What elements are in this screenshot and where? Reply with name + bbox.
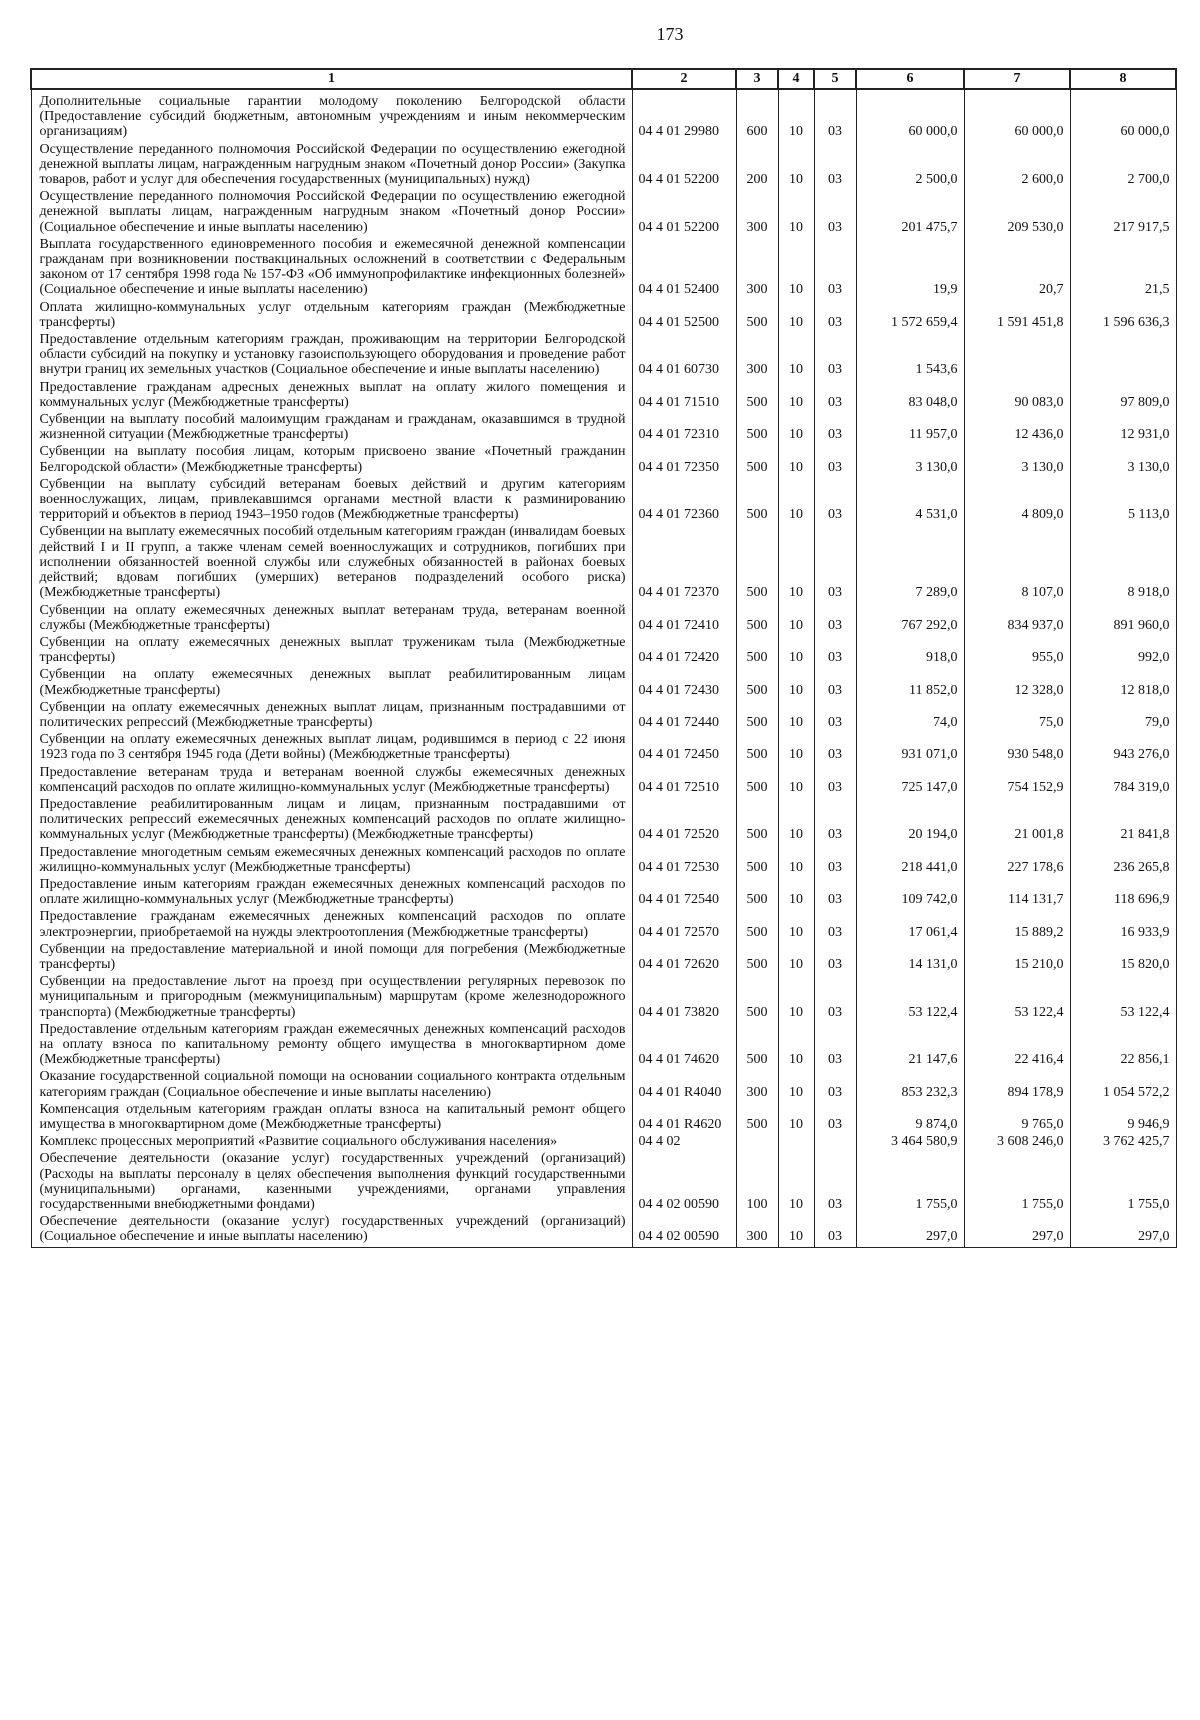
subsection-code: 03 (814, 1069, 856, 1101)
section-code: 10 (778, 974, 814, 1022)
table-row (31, 1022, 1176, 1070)
amount-col-8: 992,0 (1070, 635, 1176, 667)
expense-type-code: 500 (736, 909, 778, 941)
amount-col-6: 918,0 (856, 635, 964, 667)
expense-type-code: 500 (736, 1102, 778, 1134)
amount-col-7: 60 000,0 (964, 89, 1070, 142)
section-code: 10 (778, 412, 814, 444)
table-row (31, 877, 1176, 909)
expense-type-code: 500 (736, 603, 778, 635)
budget-code: 04 4 01 52500 (632, 300, 736, 332)
amount-col-6: 931 071,0 (856, 732, 964, 764)
amount-col-8: 5 113,0 (1070, 477, 1176, 525)
amount-col-7: 1 591 451,8 (964, 300, 1070, 332)
amount-col-8: 16 933,9 (1070, 909, 1176, 941)
table-row (31, 444, 1176, 476)
page-number: 173 (656, 24, 684, 44)
subsection-code: 03 (814, 380, 856, 412)
subsection-code: 03 (814, 89, 856, 142)
section-code: 10 (778, 444, 814, 476)
row-description: Предоставление иным категориям граждан ежемесячных денежных компенсаций расходов по оплате жилищно-коммунальных услуг (Межбюджетные трансферты) (31, 877, 632, 909)
row-description: Обеспечение деятельности (оказание услуг) государственных учреждений (организаций) (Социальное обеспечение и иные выплаты населению) (31, 1214, 632, 1247)
section-code: 10 (778, 300, 814, 332)
row-description: Субвенции на оплату ежемесячных денежных выплат ветеранам труда, ветеранам военной службы (Межбюджетные трансферты) (31, 603, 632, 635)
budget-code: 04 4 01 72430 (632, 667, 736, 699)
section-code: 10 (778, 909, 814, 941)
amount-col-8: 1 755,0 (1070, 1151, 1176, 1214)
row-description: Субвенции на оплату ежемесячных денежных выплат лицам, родившимся в период с 22 июня 1923 года по 3 сентября 1945 года (Дети войны) (Межбюджетные трансферты) (31, 732, 632, 764)
subsection-code: 03 (814, 765, 856, 797)
expense-type-code: 100 (736, 1151, 778, 1214)
amount-col-6: 7 289,0 (856, 524, 964, 602)
amount-col-8: 21,5 (1070, 237, 1176, 300)
budget-code: 04 4 01 72420 (632, 635, 736, 667)
budget-code: 04 4 01 72540 (632, 877, 736, 909)
expense-type-code: 500 (736, 667, 778, 699)
amount-col-6: 109 742,0 (856, 877, 964, 909)
budget-code: 04 4 01 52200 (632, 142, 736, 190)
budget-code: 04 4 01 R4040 (632, 1069, 736, 1101)
section-code: 10 (778, 237, 814, 300)
amount-col-8: 1 054 572,2 (1070, 1069, 1176, 1101)
amount-col-7: 297,0 (964, 1214, 1070, 1247)
table-row (31, 332, 1176, 380)
amount-col-6: 853 232,3 (856, 1069, 964, 1101)
subsection-code: 03 (814, 700, 856, 732)
amount-col-7: 20,7 (964, 237, 1070, 300)
budget-code: 04 4 02 00590 (632, 1151, 736, 1214)
subsection-code: 03 (814, 732, 856, 764)
amount-col-8: 79,0 (1070, 700, 1176, 732)
amount-col-7: 8 107,0 (964, 524, 1070, 602)
amount-col-7: 894 178,9 (964, 1069, 1070, 1101)
expense-type-code: 500 (736, 635, 778, 667)
section-code: 10 (778, 380, 814, 412)
expense-type-code: 500 (736, 974, 778, 1022)
amount-col-7: 834 937,0 (964, 603, 1070, 635)
amount-col-8: 297,0 (1070, 1214, 1176, 1247)
row-description: Осуществление переданного полномочия Российской Федерации по осуществлению ежегодной денежной выплаты лицам, награжденным нагрудным знаком «Почетный донор России» (Социальное обеспечение и иные выплаты населению) (31, 189, 632, 237)
budget-code: 04 4 01 52400 (632, 237, 736, 300)
table-row (31, 667, 1176, 699)
column-header: 7 (964, 69, 1070, 89)
expense-type-code: 300 (736, 237, 778, 300)
budget-code: 04 4 01 60730 (632, 332, 736, 380)
subsection-code: 03 (814, 189, 856, 237)
section-code: 10 (778, 845, 814, 877)
amount-col-6: 201 475,7 (856, 189, 964, 237)
row-description: Субвенции на выплату ежемесячных пособий отдельным категориям граждан (инвалидам боевых действий I и II групп, а также членам семей военнослужащих и сотрудников, погибших при исполнении обязанностей военной службы или служебных обязанностей в районах боевых действий; вдовам погибших (умерших) ветеранов подразделений особого риска) (Межбюджетные трансферты) (31, 524, 632, 602)
amount-col-6: 3 130,0 (856, 444, 964, 476)
table-row (31, 477, 1176, 525)
column-header: 6 (856, 69, 964, 89)
budget-code: 04 4 01 72620 (632, 942, 736, 974)
expense-type-code: 500 (736, 1022, 778, 1070)
amount-col-7: 227 178,6 (964, 845, 1070, 877)
budget-table (30, 68, 1177, 1248)
subsection-code: 03 (814, 237, 856, 300)
amount-col-8: 15 820,0 (1070, 942, 1176, 974)
row-description: Комплекс процессных мероприятий «Развитие социального обслуживания населения» (31, 1134, 632, 1151)
table-body (31, 89, 1176, 1247)
amount-col-6: 2 500,0 (856, 142, 964, 190)
column-header: 2 (632, 69, 736, 89)
amount-col-6: 767 292,0 (856, 603, 964, 635)
subsection-code: 03 (814, 942, 856, 974)
expense-type-code: 300 (736, 332, 778, 380)
amount-col-7: 53 122,4 (964, 974, 1070, 1022)
budget-code: 04 4 01 29980 (632, 89, 736, 142)
amount-col-7: 12 328,0 (964, 667, 1070, 699)
amount-col-8: 784 319,0 (1070, 765, 1176, 797)
table-row (31, 603, 1176, 635)
amount-col-7: 21 001,8 (964, 797, 1070, 845)
table-row (31, 89, 1176, 142)
amount-col-8: 3 762 425,7 (1070, 1134, 1176, 1151)
amount-col-7: 209 530,0 (964, 189, 1070, 237)
amount-col-8: 9 946,9 (1070, 1102, 1176, 1134)
section-code: 10 (778, 797, 814, 845)
amount-col-7: 955,0 (964, 635, 1070, 667)
amount-col-7: 75,0 (964, 700, 1070, 732)
row-description: Обеспечение деятельности (оказание услуг) государственных учреждений (организаций) (Расходы на выплаты персоналу в целях обеспечения выполнения функций государственными (муниципальными) органами, казенными учреждениями, органами управления государственными внебюджетными фондами) (31, 1151, 632, 1214)
expense-type-code (736, 1134, 778, 1151)
row-description: Предоставление отдельным категориям граждан ежемесячных денежных компенсаций расходов на оплату взноса по капитальному ремонту общего имущества в многоквартирном доме (Межбюджетные трансферты) (31, 1022, 632, 1070)
amount-col-7: 15 210,0 (964, 942, 1070, 974)
row-description: Предоставление отдельным категориям граждан, проживающим на территории Белгородской области субсидий на покупку и установку газоиспользующего оборудования и проведение работ внутри границ их земельных участков (Социальное обеспечение и иные выплаты населению) (31, 332, 632, 380)
row-description: Субвенции на выплату пособий малоимущим гражданам и гражданам, оказавшимся в трудной жизненной ситуации (Межбюджетные трансферты) (31, 412, 632, 444)
table-row (31, 765, 1176, 797)
budget-code: 04 4 02 (632, 1134, 736, 1151)
amount-col-6: 11 852,0 (856, 667, 964, 699)
amount-col-6: 1 543,6 (856, 332, 964, 380)
column-header: 4 (778, 69, 814, 89)
budget-code: 04 4 01 72520 (632, 797, 736, 845)
budget-code: 04 4 01 72510 (632, 765, 736, 797)
table-row (31, 1102, 1176, 1134)
amount-col-8: 236 265,8 (1070, 845, 1176, 877)
table-header-row (31, 69, 1176, 89)
amount-col-6: 1 572 659,4 (856, 300, 964, 332)
amount-col-8 (1070, 332, 1176, 380)
amount-col-6: 4 531,0 (856, 477, 964, 525)
section-code: 10 (778, 332, 814, 380)
section-code: 10 (778, 89, 814, 142)
subsection-code: 03 (814, 1214, 856, 1247)
subsection-code: 03 (814, 477, 856, 525)
amount-col-8: 21 841,8 (1070, 797, 1176, 845)
amount-col-6: 9 874,0 (856, 1102, 964, 1134)
expense-type-code: 500 (736, 380, 778, 412)
table-row (31, 909, 1176, 941)
amount-col-8: 1 596 636,3 (1070, 300, 1176, 332)
expense-type-code: 300 (736, 1069, 778, 1101)
subsection-code: 03 (814, 877, 856, 909)
row-description: Предоставление гражданам адресных денежных выплат на оплату жилого помещения и коммунальных услуг (Межбюджетные трансферты) (31, 380, 632, 412)
amount-col-7: 9 765,0 (964, 1102, 1070, 1134)
expense-type-code: 500 (736, 732, 778, 764)
table-row (31, 300, 1176, 332)
section-code: 10 (778, 942, 814, 974)
amount-col-7: 12 436,0 (964, 412, 1070, 444)
subsection-code: 03 (814, 667, 856, 699)
section-code: 10 (778, 1069, 814, 1101)
subsection-code: 03 (814, 1102, 856, 1134)
column-header: 1 (31, 69, 632, 89)
budget-code: 04 4 01 52200 (632, 189, 736, 237)
row-description: Предоставление реабилитированным лицам и лицам, признанным пострадавшими от политических репрессий ежемесячных денежных компенсаций расходов по оплате жилищно-коммунальных услуг (Межбюджетные трансферты) (Межбюджетные трансферты) (31, 797, 632, 845)
amount-col-7: 4 809,0 (964, 477, 1070, 525)
amount-col-7: 2 600,0 (964, 142, 1070, 190)
table-row (31, 1069, 1176, 1101)
amount-col-6: 74,0 (856, 700, 964, 732)
subsection-code: 03 (814, 332, 856, 380)
amount-col-8: 217 917,5 (1070, 189, 1176, 237)
amount-col-6: 3 464 580,9 (856, 1134, 964, 1151)
expense-type-code: 300 (736, 1214, 778, 1247)
expense-type-code: 500 (736, 477, 778, 525)
amount-col-8: 2 700,0 (1070, 142, 1176, 190)
amount-col-8: 891 960,0 (1070, 603, 1176, 635)
amount-col-7: 22 416,4 (964, 1022, 1070, 1070)
amount-col-7: 114 131,7 (964, 877, 1070, 909)
budget-code: 04 4 01 73820 (632, 974, 736, 1022)
budget-code: 04 4 01 72350 (632, 444, 736, 476)
budget-code: 04 4 01 R4620 (632, 1102, 736, 1134)
table-row (31, 1214, 1176, 1247)
subsection-code: 03 (814, 412, 856, 444)
row-description: Предоставление многодетным семьям ежемесячных денежных компенсаций расходов по оплате жилищно-коммунальных услуг (Межбюджетные трансферты) (31, 845, 632, 877)
section-code (778, 1134, 814, 1151)
row-description: Компенсация отдельным категориям граждан оплаты взноса на капитальный ремонт общего имущества в многоквартирном доме (Межбюджетные трансферты) (31, 1102, 632, 1134)
expense-type-code: 500 (736, 877, 778, 909)
amount-col-8: 118 696,9 (1070, 877, 1176, 909)
subsection-code: 03 (814, 797, 856, 845)
amount-col-6: 297,0 (856, 1214, 964, 1247)
table-row (31, 524, 1176, 602)
subsection-code: 03 (814, 635, 856, 667)
expense-type-code: 500 (736, 765, 778, 797)
row-description: Оказание государственной социальной помощи на основании социального контракта отдельным категориям граждан (Социальное обеспечение и иные выплаты населению) (31, 1069, 632, 1101)
amount-col-8: 12 931,0 (1070, 412, 1176, 444)
subsection-code: 03 (814, 142, 856, 190)
expense-type-code: 300 (736, 189, 778, 237)
section-code: 10 (778, 700, 814, 732)
section-code: 10 (778, 667, 814, 699)
budget-code: 04 4 01 72450 (632, 732, 736, 764)
row-description: Осуществление переданного полномочия Российской Федерации по осуществлению ежегодной денежной выплаты лицам, награжденным нагрудным знаком «Почетный донор России» (Закупка товаров, работ и услуг для обеспечения государственных (муниципальных) нужд) (31, 142, 632, 190)
subsection-code: 03 (814, 845, 856, 877)
expense-type-code: 500 (736, 524, 778, 602)
row-description: Дополнительные социальные гарантии молодому поколению Белгородской области (Предоставление субсидий бюджетным, автономным учреждениям и иным некоммерческим организациям) (31, 89, 632, 142)
amount-col-8: 60 000,0 (1070, 89, 1176, 142)
subsection-code: 03 (814, 909, 856, 941)
budget-code: 04 4 01 72360 (632, 477, 736, 525)
column-header: 3 (736, 69, 778, 89)
amount-col-7: 930 548,0 (964, 732, 1070, 764)
row-description: Субвенции на оплату ежемесячных денежных выплат реабилитированным лицам (Межбюджетные трансферты) (31, 667, 632, 699)
amount-col-7 (964, 332, 1070, 380)
section-code: 10 (778, 603, 814, 635)
table-row (31, 942, 1176, 974)
amount-col-7: 3 608 246,0 (964, 1134, 1070, 1151)
amount-col-8: 97 809,0 (1070, 380, 1176, 412)
expense-type-code: 200 (736, 142, 778, 190)
amount-col-7: 1 755,0 (964, 1151, 1070, 1214)
amount-col-8: 8 918,0 (1070, 524, 1176, 602)
expense-type-code: 500 (736, 700, 778, 732)
expense-type-code: 500 (736, 444, 778, 476)
expense-type-code: 500 (736, 845, 778, 877)
section-code: 10 (778, 189, 814, 237)
amount-col-6: 725 147,0 (856, 765, 964, 797)
table-row (31, 845, 1176, 877)
section-code: 10 (778, 1214, 814, 1247)
amount-col-6: 60 000,0 (856, 89, 964, 142)
row-description: Субвенции на предоставление материальной и иной помощи для погребения (Межбюджетные трансферты) (31, 942, 632, 974)
subsection-code: 03 (814, 300, 856, 332)
table-row (31, 974, 1176, 1022)
expense-type-code: 500 (736, 412, 778, 444)
table-row (31, 732, 1176, 764)
expense-type-code: 600 (736, 89, 778, 142)
row-description: Субвенции на оплату ежемесячных денежных выплат труженикам тыла (Межбюджетные трансферты) (31, 635, 632, 667)
budget-code: 04 4 01 72570 (632, 909, 736, 941)
subsection-code: 03 (814, 524, 856, 602)
amount-col-6: 19,9 (856, 237, 964, 300)
expense-type-code: 500 (736, 797, 778, 845)
column-header: 5 (814, 69, 856, 89)
expense-type-code: 500 (736, 942, 778, 974)
amount-col-8: 12 818,0 (1070, 667, 1176, 699)
amount-col-6: 1 755,0 (856, 1151, 964, 1214)
amount-col-8: 53 122,4 (1070, 974, 1176, 1022)
amount-col-6: 14 131,0 (856, 942, 964, 974)
section-code: 10 (778, 765, 814, 797)
budget-code: 04 4 02 00590 (632, 1214, 736, 1247)
table-row (31, 700, 1176, 732)
table-row (31, 237, 1176, 300)
section-code: 10 (778, 1022, 814, 1070)
amount-col-6: 17 061,4 (856, 909, 964, 941)
amount-col-7: 90 083,0 (964, 380, 1070, 412)
section-code: 10 (778, 1102, 814, 1134)
budget-code: 04 4 01 72370 (632, 524, 736, 602)
expense-type-code: 500 (736, 300, 778, 332)
table-row (31, 189, 1176, 237)
row-description: Предоставление ветеранам труда и ветеранам военной службы ежемесячных денежных компенсаций расходов по оплате жилищно-коммунальных услуг (Межбюджетные трансферты) (31, 765, 632, 797)
amount-col-6: 218 441,0 (856, 845, 964, 877)
amount-col-6: 53 122,4 (856, 974, 964, 1022)
row-description: Субвенции на предоставление льгот на проезд при осуществлении регулярных перевозок по муниципальным и пригородным (межмуниципальным) маршрутам (кроме железнодорожного транспорта) (Межбюджетные трансферты) (31, 974, 632, 1022)
amount-col-6: 20 194,0 (856, 797, 964, 845)
amount-col-8: 3 130,0 (1070, 444, 1176, 476)
table-row (31, 1134, 1176, 1151)
amount-col-8: 22 856,1 (1070, 1022, 1176, 1070)
section-code: 10 (778, 732, 814, 764)
budget-code: 04 4 01 71510 (632, 380, 736, 412)
budget-code: 04 4 01 72310 (632, 412, 736, 444)
subsection-code: 03 (814, 1022, 856, 1070)
budget-code: 04 4 01 74620 (632, 1022, 736, 1070)
amount-col-8: 943 276,0 (1070, 732, 1176, 764)
amount-col-7: 15 889,2 (964, 909, 1070, 941)
table-row (31, 635, 1176, 667)
subsection-code: 03 (814, 974, 856, 1022)
row-description: Субвенции на выплату субсидий ветеранам боевых действий и другим категориям военнослужащих, лицам, привлекавшимся органами местной власти к разминированию территорий и объектов в период 1943–1950 годов (Межбюджетные трансферты) (31, 477, 632, 525)
subsection-code (814, 1134, 856, 1151)
column-header: 8 (1070, 69, 1176, 89)
section-code: 10 (778, 877, 814, 909)
amount-col-6: 11 957,0 (856, 412, 964, 444)
section-code: 10 (778, 524, 814, 602)
subsection-code: 03 (814, 603, 856, 635)
amount-col-6: 21 147,6 (856, 1022, 964, 1070)
subsection-code: 03 (814, 1151, 856, 1214)
section-code: 10 (778, 142, 814, 190)
section-code: 10 (778, 1151, 814, 1214)
row-description: Субвенции на выплату пособия лицам, которым присвоено звание «Почетный гражданин Белгородской области» (Межбюджетные трансферты) (31, 444, 632, 476)
amount-col-7: 3 130,0 (964, 444, 1070, 476)
subsection-code: 03 (814, 444, 856, 476)
budget-code: 04 4 01 72410 (632, 603, 736, 635)
budget-code: 04 4 01 72440 (632, 700, 736, 732)
table-row (31, 380, 1176, 412)
row-description: Предоставление гражданам ежемесячных денежных компенсаций расходов по оплате электроэнергии, приобретаемой на нужды электроотопления (Межбюджетные трансферты) (31, 909, 632, 941)
table-row (31, 142, 1176, 190)
table-row (31, 797, 1176, 845)
row-description: Субвенции на оплату ежемесячных денежных выплат лицам, признанным пострадавшими от политических репрессий (Межбюджетные трансферты) (31, 700, 632, 732)
table-row (31, 412, 1176, 444)
section-code: 10 (778, 477, 814, 525)
amount-col-7: 754 152,9 (964, 765, 1070, 797)
row-description: Оплата жилищно-коммунальных услуг отдельным категориям граждан (Межбюджетные трансферты) (31, 300, 632, 332)
section-code: 10 (778, 635, 814, 667)
amount-col-6: 83 048,0 (856, 380, 964, 412)
table-row (31, 1151, 1176, 1214)
row-description: Выплата государственного единовременного пособия и ежемесячной денежной компенсации гражданам при возникновении поствакцинальных осложнений в соответствии с Федеральным законом от 17 сентября 1998 года № 157-ФЗ «Об иммунопрофилактике инфекционных болезней» (Социальное обеспечение и иные выплаты населению) (31, 237, 632, 300)
budget-code: 04 4 01 72530 (632, 845, 736, 877)
